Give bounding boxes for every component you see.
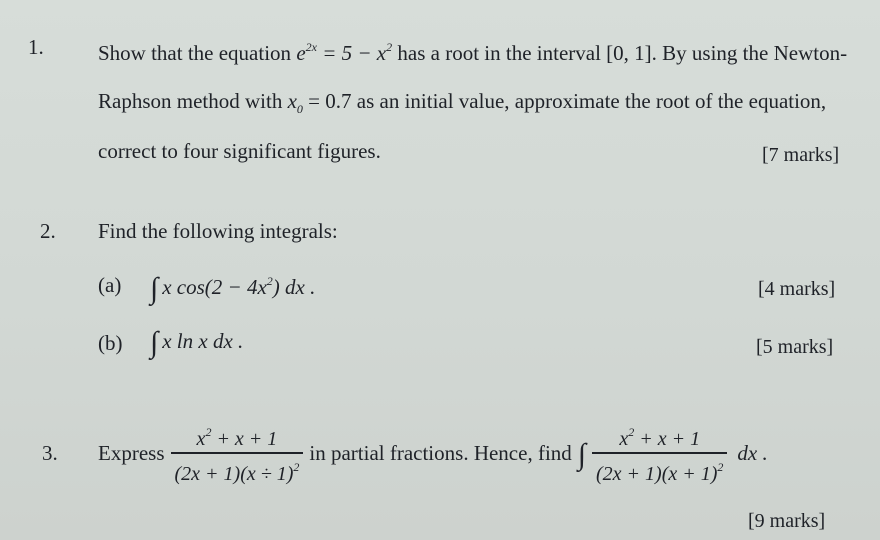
q2a-expr-a: x cos(2 − 4x bbox=[162, 275, 267, 299]
q3-frac2-numerator bbox=[615, 421, 704, 452]
q3-integral-icon: ∫ bbox=[577, 438, 586, 471]
question-1-line-1 bbox=[98, 34, 847, 66]
q2a-expr-b: ) dx . bbox=[272, 275, 316, 299]
question-2b-marks: [5 marks] bbox=[756, 336, 834, 358]
q1-eq-base: e bbox=[296, 41, 306, 65]
q1-eq-rhs: = 5 − x bbox=[316, 41, 387, 65]
q3-express: Express bbox=[98, 441, 165, 465]
question-3-number: 3. bbox=[42, 441, 58, 465]
question-1-marks: [7 marks] bbox=[762, 144, 840, 166]
q1-text-e: as an initial value, approximate the root of the equation, bbox=[351, 89, 827, 113]
q3-f1n-b: + x + 1 bbox=[211, 428, 278, 451]
q3-f2n-exp: 2 bbox=[628, 425, 635, 440]
question-2a-label: (a) bbox=[98, 273, 122, 297]
q3-middle-text: in partial fractions. Hence, find bbox=[309, 441, 572, 465]
q2b-integral-icon: ∫ bbox=[150, 326, 159, 359]
q3-f2d-exp: 2 bbox=[717, 459, 724, 474]
question-2-heading: Find the following integrals: bbox=[98, 219, 338, 243]
question-2b-label: (b) bbox=[98, 331, 123, 355]
q3-f1d-exp: 2 bbox=[293, 459, 300, 474]
question-1-line-2 bbox=[98, 88, 826, 122]
q3-frac1-denominator bbox=[171, 454, 304, 485]
q3-frac1-numerator bbox=[193, 421, 282, 452]
question-2-number: 2. bbox=[40, 219, 56, 243]
q1-x0-rest: = 0.7 bbox=[302, 89, 352, 113]
q1-x0-sub: 0 bbox=[296, 102, 303, 116]
q2b-expr: x ln x dx . bbox=[162, 329, 244, 353]
q1-text-d: Raphson method with bbox=[98, 89, 288, 113]
q1-eq-rhs-exp: 2 bbox=[386, 40, 393, 54]
q3-dx: dx . bbox=[737, 441, 768, 465]
question-2a-marks: [4 marks] bbox=[758, 278, 836, 300]
q3-fraction-1 bbox=[171, 421, 304, 484]
q1-eq-exp: 2x bbox=[305, 40, 317, 54]
question-2a-expression bbox=[150, 268, 316, 305]
q1-text-a: Show that the equation bbox=[98, 41, 297, 65]
question-1-line-3: correct to four significant figures. bbox=[98, 139, 381, 163]
q1-text-b: has a root in the interval bbox=[392, 41, 607, 65]
q3-fraction-2 bbox=[592, 421, 727, 484]
question-2b-expression bbox=[150, 326, 244, 359]
q1-x0-base: x bbox=[287, 89, 297, 113]
q3-f2n-b: + x + 1 bbox=[634, 428, 701, 451]
q3-f2n-a: x bbox=[619, 428, 629, 451]
question-3-marks: [9 marks] bbox=[748, 510, 826, 532]
q3-f1n-exp: 2 bbox=[205, 425, 212, 440]
q2a-integral-icon: ∫ bbox=[150, 272, 159, 305]
q3-f1n-a: x bbox=[196, 428, 206, 451]
q3-f2d-a: (2x + 1)(x + 1) bbox=[596, 462, 718, 485]
q3-f1d-a: (2x + 1)(x ÷ 1) bbox=[174, 462, 294, 485]
question-1-number: 1. bbox=[28, 35, 44, 59]
q2a-expr-exp: 2 bbox=[266, 274, 273, 288]
q1-text-c: . By using the Newton- bbox=[651, 41, 848, 65]
q1-interval: [0, 1] bbox=[606, 41, 652, 65]
question-3-line bbox=[98, 418, 768, 488]
q3-frac2-denominator bbox=[592, 454, 727, 485]
